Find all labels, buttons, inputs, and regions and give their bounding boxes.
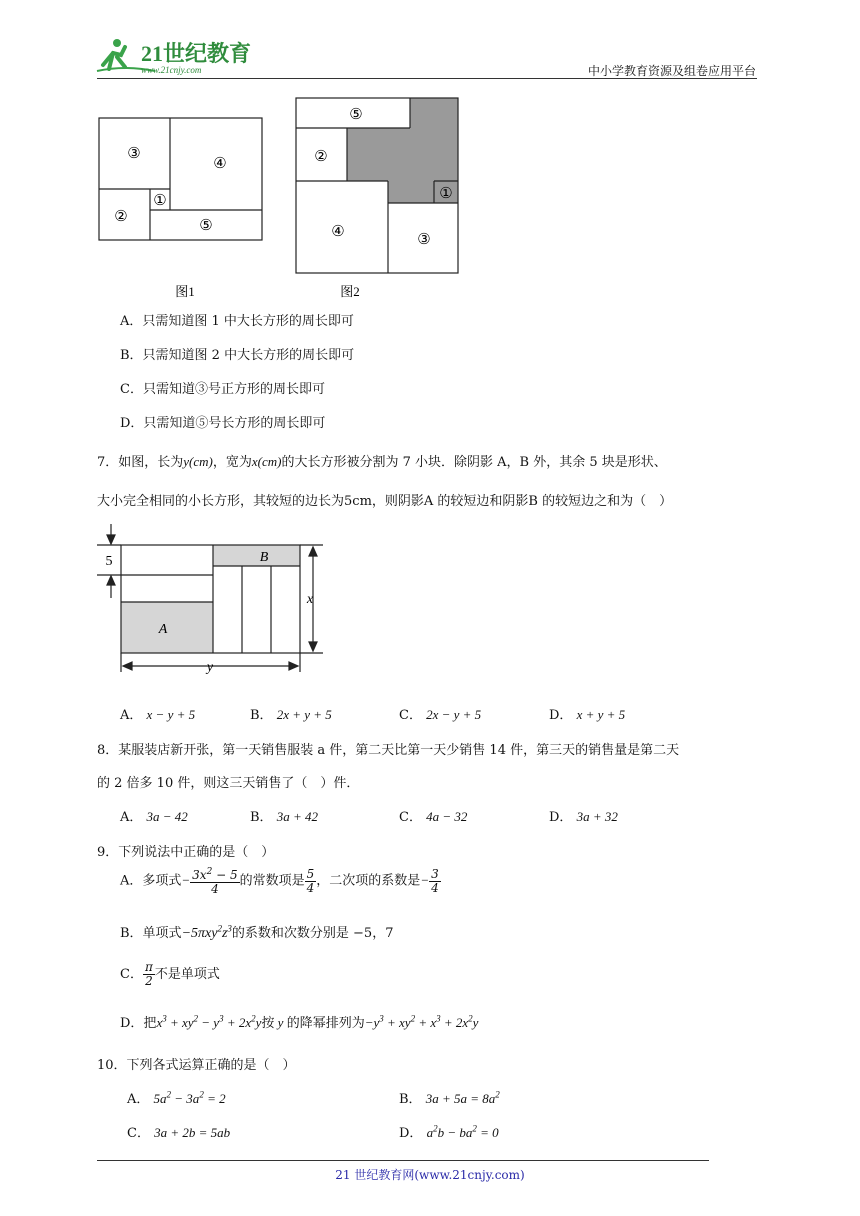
fig1-label-5: ⑤: [199, 218, 213, 234]
fig2-label-5: ⑤: [349, 107, 363, 123]
q9-option-a[interactable]: A．多项式− $\frac{3x^2 - 5}{4}$ 的常数项是 $\frac{5}{4}$ ，二次项的系数是− $\frac{3}{4}$: [120, 866, 439, 896]
logo-text: 21世纪教育: [141, 41, 252, 66]
q9a-fraction-const: $\frac{5}{4}$: [306, 866, 315, 895]
q7-option-d[interactable]: D． x + y + 5: [549, 707, 626, 723]
q7-option-a[interactable]: A． x − y + 5: [120, 707, 196, 723]
logo-runner-icon: [95, 35, 265, 77]
q8-option-a[interactable]: A． 3a − 42: [120, 809, 188, 825]
q7-length: 5cm: [344, 494, 372, 509]
q9-option-b[interactable]: B．单项式$-5\pi xy^2z^3$的系数和次数分别是 −5，7: [120, 923, 394, 941]
fig2-label-4: ④: [331, 224, 345, 240]
q7-figure: [97, 520, 337, 682]
fig1-label-2: ②: [114, 209, 128, 225]
q9-option-d[interactable]: D．把$x^3 + xy^2 - y^3 + 2x^2y$按 y 的降幂排列为$-y^3 + xy^2 + x^3 + 2x^2y$: [120, 1013, 479, 1031]
fig1-label-4: ④: [213, 156, 227, 172]
q7-fig-y: y: [206, 660, 214, 675]
q10-option-b[interactable]: B． $3a + 5a = 8a^2$: [399, 1089, 500, 1107]
q7-fig-five: 5: [105, 554, 113, 569]
q7-stem-line2: 大小完全相同的小长方形，其较短的边长为5cm，则阴影A 的较短边和阴影B 的较短边之和为（ ）: [97, 494, 673, 509]
q7-x-unit: x(cm): [251, 454, 282, 469]
platform-title: 中小学教育资源及组卷应用平台: [587, 64, 756, 78]
figure-1: [97, 96, 272, 301]
q10-option-a[interactable]: A． $5a^2 - 3a^2 = 2$: [127, 1089, 226, 1107]
footer-link[interactable]: 21 世纪教育网(www.21cnjy.com): [335, 1168, 525, 1182]
q7-fig-a: A: [158, 622, 168, 637]
q7-fig-x: x: [306, 592, 314, 607]
q7-y-unit: y(cm): [183, 454, 213, 469]
logo-url: www.21cnjy.com: [141, 65, 202, 75]
footer-rule: [97, 1160, 709, 1161]
q7-fig-b: B: [259, 550, 269, 565]
fig2-label-1: ①: [439, 186, 453, 202]
q9a-fraction-poly: $\frac{3x^2 - 5}{4}$: [192, 867, 238, 896]
fig2-label-3: ③: [417, 232, 431, 248]
fig1-label-3: ③: [127, 146, 141, 162]
fig1-label-1: ①: [153, 193, 167, 209]
q8-option-b[interactable]: B． 3a + 42: [250, 809, 318, 825]
figure-2: [294, 96, 464, 301]
q8-option-d[interactable]: D． 3a + 32: [549, 809, 618, 825]
q7-option-c[interactable]: C． 2x − y + 5: [399, 707, 482, 723]
q10-option-c[interactable]: C． 3a + 2b = 5ab: [127, 1125, 231, 1141]
q7-option-b[interactable]: B． 2x + y + 5: [250, 707, 332, 723]
site-logo: [95, 35, 265, 77]
q9-option-c[interactable]: C． $\frac{\pi}{2}$ 不是单项式: [120, 960, 220, 988]
fig2-caption: 图2: [340, 284, 360, 299]
q8-stem-line1: 8．某服装店新开张，第一天销售服装 a 件，第二天比第一天少销售 14 件，第三天的销售量是第二天: [97, 743, 680, 758]
header-rule: [97, 78, 757, 79]
q6-option-d[interactable]: D．只需知道⑤号长方形的周长即可: [120, 416, 326, 431]
q7-stem-line1: 7．如图，长为y(cm)，宽为x(cm)的大长方形被分割为 7 小块．除阴影 A，B 外，其余 5 块是形状、: [97, 454, 667, 470]
q10-option-d[interactable]: D． $a^2b - ba^2 = 0$: [399, 1123, 499, 1141]
q10-stem: 10．下列各式运算正确的是（ ）: [97, 1058, 296, 1073]
q9-stem: 9．下列说法中正确的是（ ）: [97, 845, 275, 860]
fig2-label-2: ②: [314, 149, 328, 165]
q8-stem-line2: 的 2 倍多 10 件，则这三天销售了（ ）件．: [97, 776, 360, 791]
q6-option-b[interactable]: B．只需知道图 2 中大长方形的周长即可: [120, 348, 355, 363]
q9a-fraction-coef: $\frac{3}{4}$: [431, 866, 439, 895]
q6-option-a[interactable]: A．只需知道图 1 中大长方形的周长即可: [120, 314, 354, 329]
q8-option-c[interactable]: C． 4a − 32: [399, 809, 468, 825]
fig1-caption: 图1: [175, 284, 195, 299]
q6-option-c[interactable]: C．只需知道③号正方形的周长即可: [120, 382, 325, 397]
q9c-fraction-pi: $\frac{\pi}{2}$: [144, 960, 153, 988]
